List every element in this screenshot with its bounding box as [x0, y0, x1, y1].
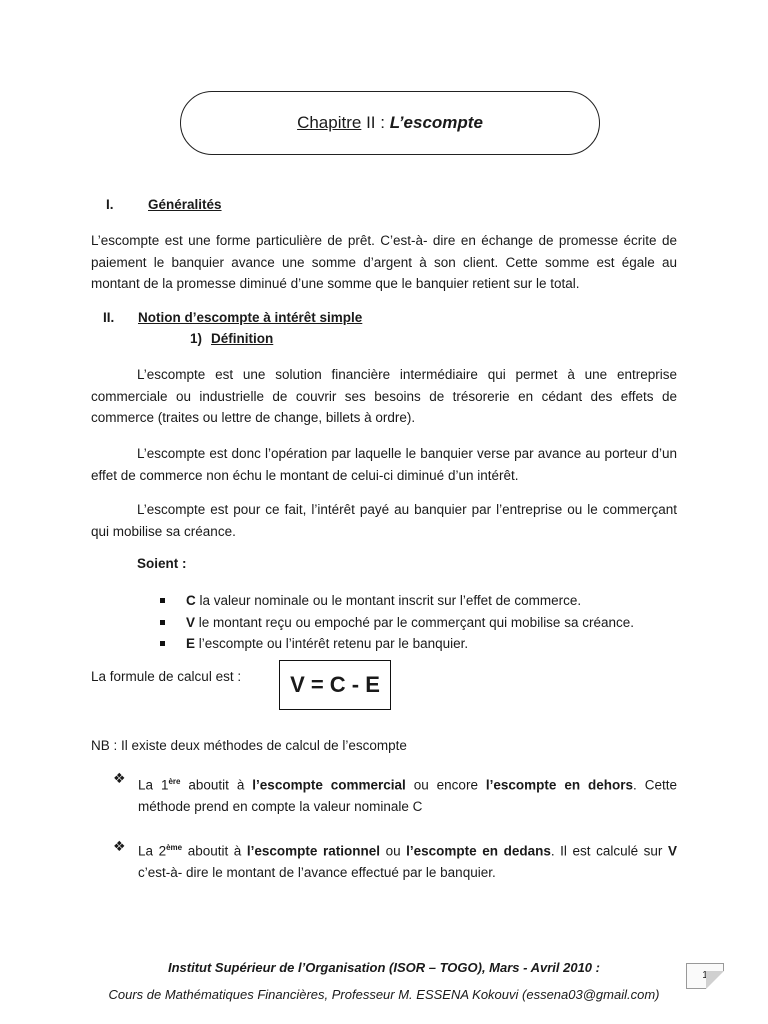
page-number: [686, 963, 724, 989]
diamond-bullet-icon: ❖: [113, 770, 126, 786]
variable-symbol: E: [186, 636, 196, 651]
paragraph-generalites: L’escompte est une forme particulière de prêt. C’est-à- dire en échange de promesse écrite de paiement le banquier avance une somme d’argent à son client. Cette somme est égale au montant de la promesse diminué d’une somme que le banquier retient sur le total.: [91, 233, 677, 291]
method-1-text: . Cette méthode prend en compte la valeur nominale C: [138, 777, 677, 814]
nb-text: Il existe deux méthodes de calcul de l’escompte: [117, 738, 407, 753]
list-item: [158, 612, 678, 634]
page-number-text: 1: [702, 970, 708, 981]
section-number: I.: [106, 197, 114, 212]
method-2-text: ou: [380, 843, 407, 859]
chapter-title-box: [180, 91, 600, 155]
list-item: [158, 633, 678, 655]
method-2-term: V: [667, 843, 677, 859]
method-1-text: La 1: [138, 777, 169, 793]
method-2-text: c’est-à- dire le montant de l’avance effectué par le banquier.: [138, 865, 496, 880]
paragraph-definition-1: L’escompte est une solution financière intermédiaire qui permet à une entreprise commerciale ou industrielle de couvrir ses besoins de trésorerie en cédant des effets de commerce (traites ou lettre de change, billets à ordre).: [91, 367, 677, 425]
method-2-paragraph: [138, 837, 677, 884]
method-2-text: aboutit à: [182, 843, 247, 859]
footer-course: Cours de Mathématiques Financières, Professeur M. ESSENA Kokouvi (essena03@gmail.com): [108, 987, 660, 1002]
section-title: Notion d’escompte à intérêt simple: [138, 310, 363, 325]
footer-institution: Institut Supérieur de l’Organisation (ISOR – TOGO), Mars - Avril 2010 :: [168, 960, 600, 975]
section-number: II.: [103, 310, 115, 325]
diamond-bullet-icon: ❖: [113, 838, 126, 854]
subsection-number: 1): [190, 331, 203, 346]
method-1-text: aboutit à: [180, 777, 253, 793]
method-2-text: La 2: [138, 843, 167, 859]
list-item: [158, 590, 678, 612]
variable-description: l’escompte ou l’intérêt retenu par le banquier.: [195, 636, 469, 651]
chapter-word: Chapitre: [297, 113, 362, 132]
method-2-superscript: ème: [166, 843, 183, 852]
method-1-text: ou encore: [405, 777, 486, 793]
section-heading-2: [103, 310, 362, 325]
formula-label: La formule de calcul est :: [91, 669, 242, 684]
variables-list: [158, 590, 678, 655]
variable-symbol: C: [186, 593, 196, 608]
nb-label: NB :: [91, 738, 118, 753]
chapter-name: L’escompte: [389, 113, 483, 132]
subsection-title: Définition: [211, 331, 274, 346]
section-title: Généralités: [148, 197, 222, 212]
method-2-term: l’escompte en dedans: [406, 843, 551, 859]
paragraph-definition-2: L’escompte est donc l’opération par laquelle le banquier verse par avance au porteur d’un effet de commerce non échu le montant de celui-ci diminué d’un intérêt.: [91, 446, 677, 483]
method-2-text: . Il est calculé sur: [550, 843, 668, 859]
variable-symbol: V: [186, 614, 196, 630]
method-1-paragraph: [138, 771, 677, 818]
method-1-term: l’escompte commercial: [252, 777, 406, 793]
subsection-heading: [190, 331, 273, 346]
method-1-superscript: ère: [168, 777, 181, 786]
method-2-term: l’escompte rationnel: [246, 843, 380, 859]
variable-description: la valeur nominale ou le montant inscrit sur l’effet de commerce.: [195, 593, 582, 608]
method-1-term: l’escompte en dehors: [485, 777, 634, 793]
variable-description: le montant reçu ou empoché par le commerçant qui mobilise sa créance.: [195, 614, 634, 630]
chapter-number: II :: [361, 113, 390, 132]
formula-box: V = C - E: [279, 660, 391, 710]
soient-label: Soient :: [137, 556, 187, 571]
section-heading-1: [106, 197, 222, 212]
paragraph-definition-3: L’escompte est pour ce fait, l’intérêt payé au banquier par l’entreprise ou le commerçant qui mobilise sa créance.: [91, 502, 677, 539]
nb-note: [91, 738, 407, 753]
